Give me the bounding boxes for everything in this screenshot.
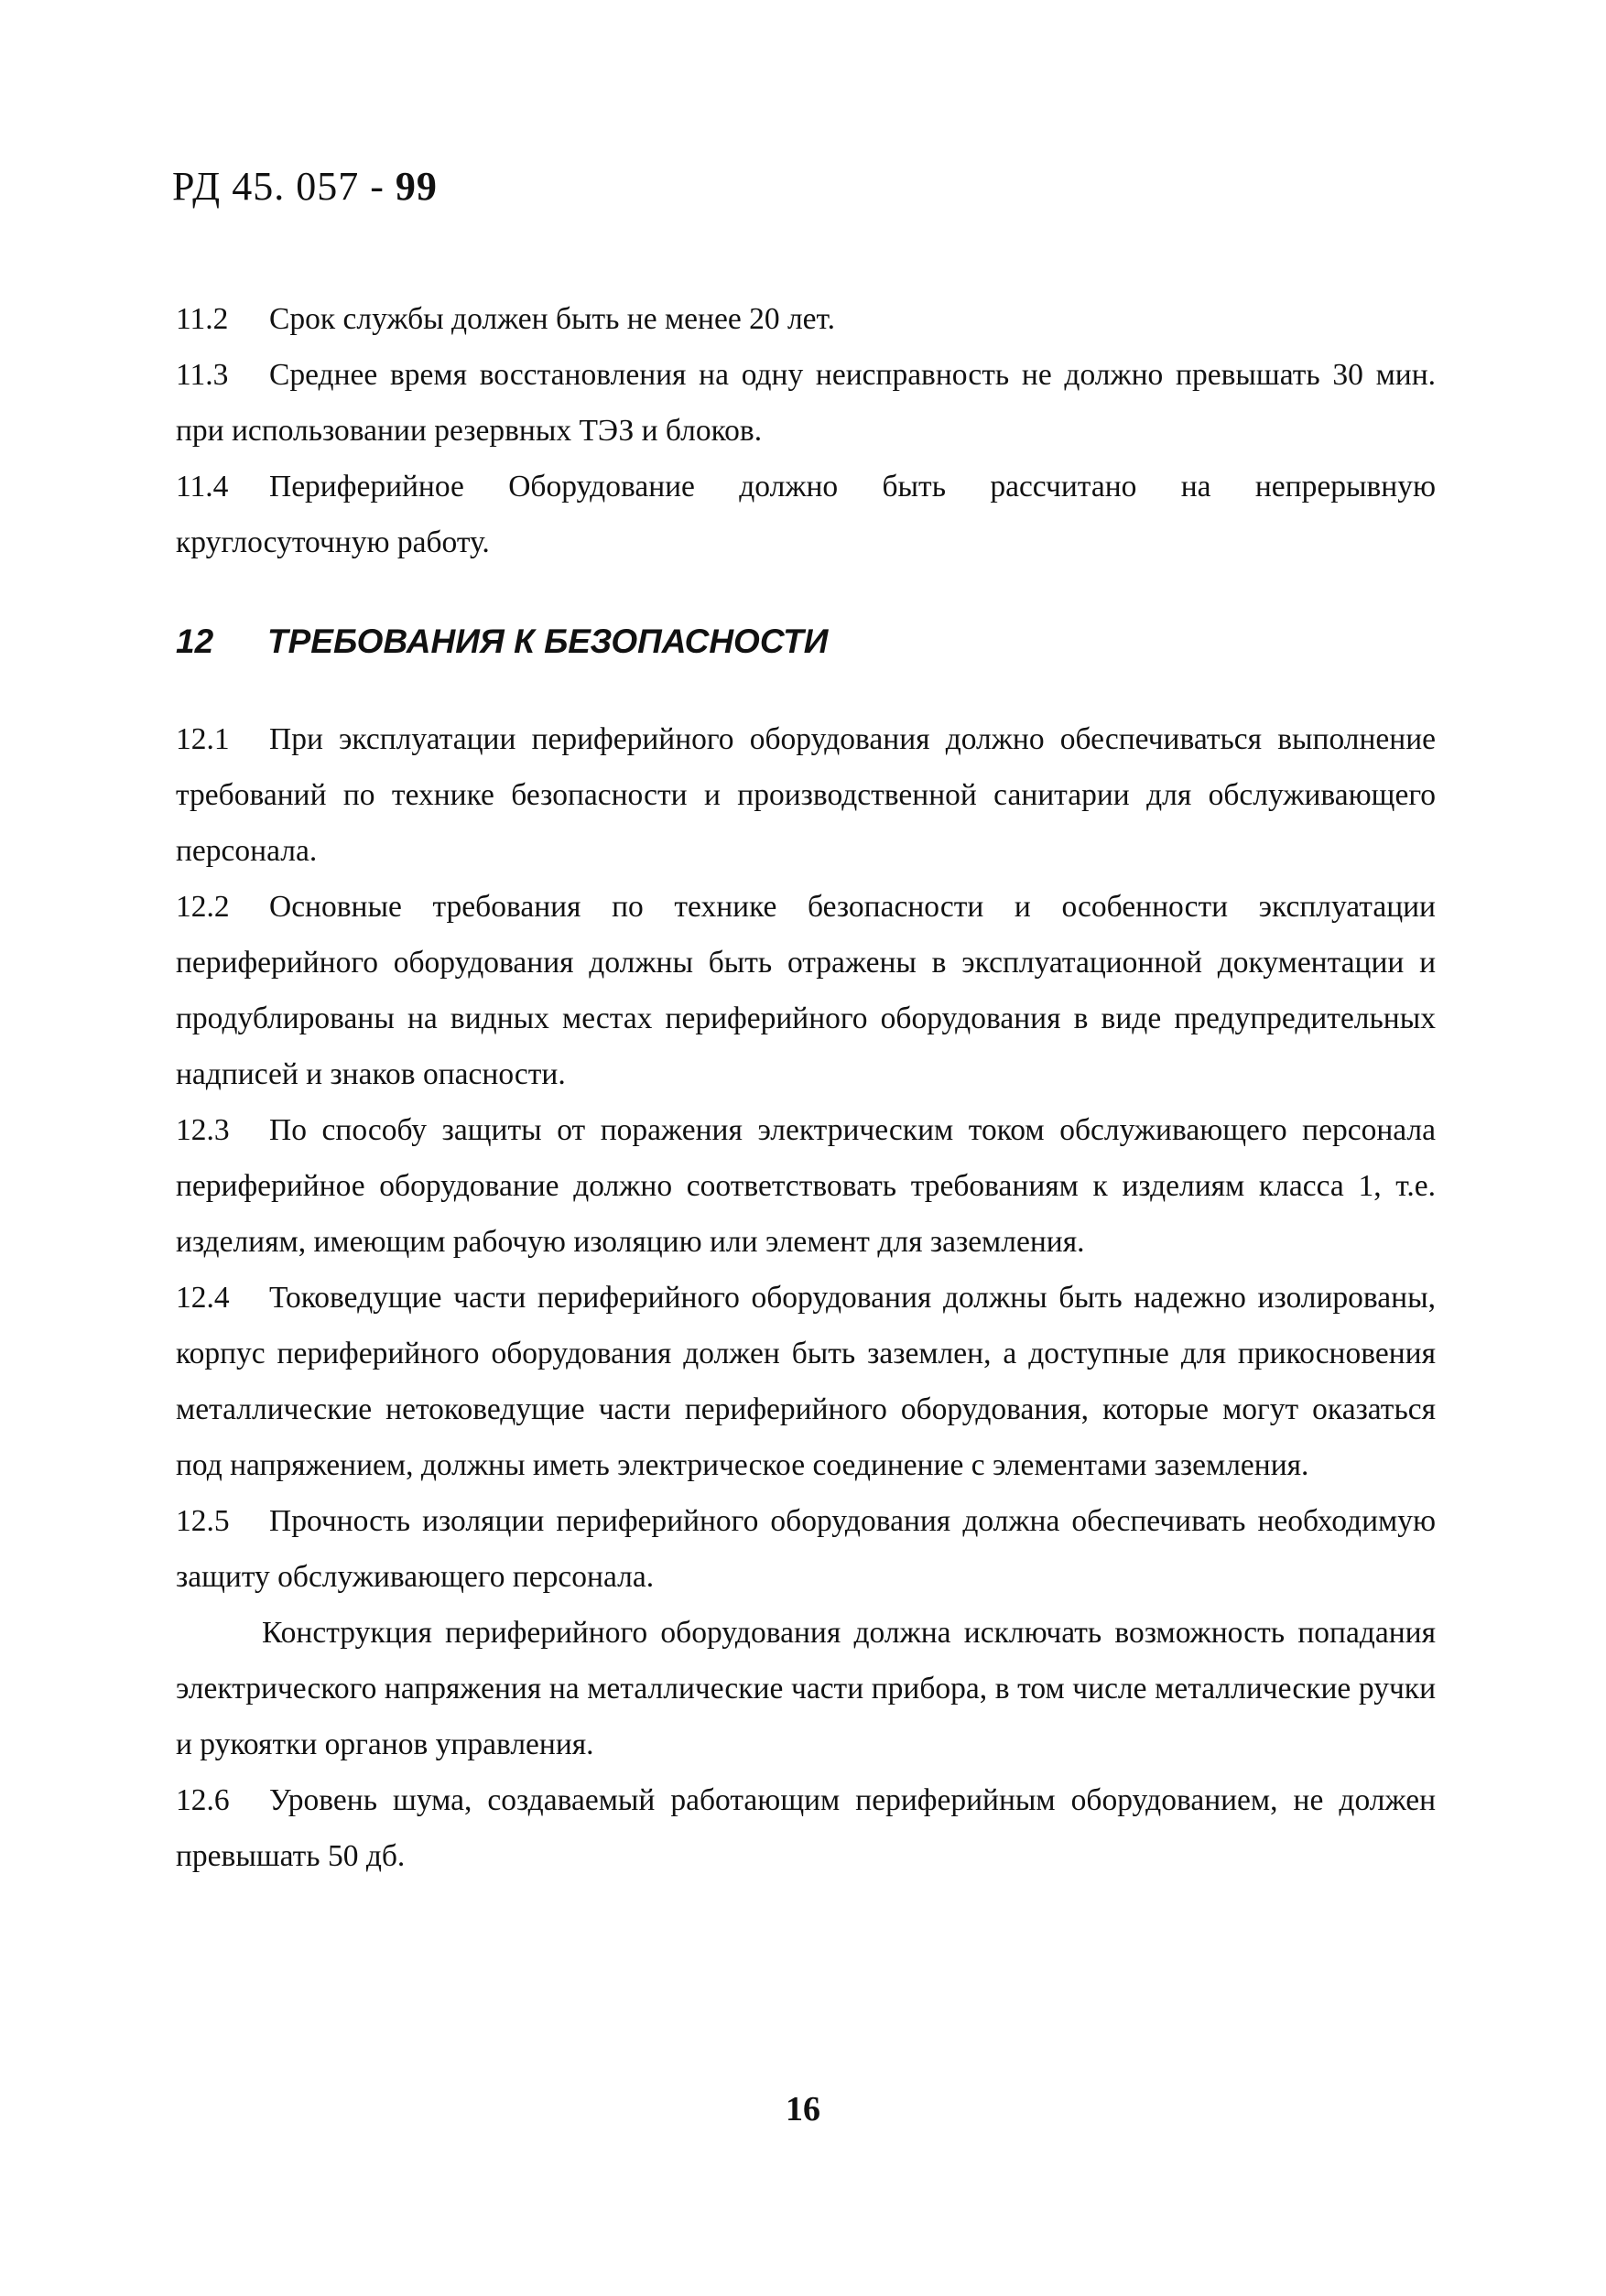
document-number: 45. 057 - (232, 164, 385, 209)
clause-11-2 (176, 291, 1436, 347)
clause-text: Основные требования по технике безопасности и особенности эксплуатации периферийного оборудования должны быть отражены в эксплуатационной документации и продублированы на видных местах периферийного оборудования в виде предупредительных надписей и знаков опасности. (176, 890, 1436, 1091)
clause-text: Токоведущие части периферийного оборудования должны быть надежно изолированы, корпус периферийного оборудования должен быть заземлен, а доступные для прикосновения металлические нетоковедущие части периферийного оборудования, которые могут оказаться под напряжением, должны иметь электрическое соединение с элементами заземления. (176, 1281, 1436, 1482)
section-number: 12 (176, 623, 214, 660)
clause-number: 11.3 (176, 358, 229, 392)
document-year: 99 (395, 164, 438, 209)
clause-text: Прочность изоляции периферийного оборудования должна обеспечивать необходимую защиту обслуживающего персонала. (176, 1504, 1436, 1594)
clause-number: 12.1 (176, 722, 230, 756)
clause-11-3 (176, 347, 1436, 459)
document-body (176, 291, 1436, 1884)
section-title: ТРЕБОВАНИЯ К БЕЗОПАСНОСТИ (267, 623, 829, 660)
clause-number: 12.3 (176, 1113, 230, 1147)
page-number: 16 (786, 2090, 820, 2128)
clause-text: Уровень шума, создаваемый работающим периферийным оборудованием, не должен превышать 50 дб. (176, 1783, 1436, 1873)
clause-12-2 (176, 879, 1436, 1102)
clause-text: Среднее время восстановления на одну неисправность не должно превышать 30 мин. при использовании резервных ТЭЗ и блоков. (176, 358, 1436, 448)
clause-text: Периферийное Оборудование должно быть рассчитано на непрерывную круглосуточную работу. (176, 470, 1436, 559)
clause-12-4 (176, 1270, 1436, 1493)
clause-number: 12.2 (176, 890, 230, 924)
document-prefix: РД (172, 164, 222, 209)
clause-text: Конструкция периферийного оборудования должна исключать возможность попадания электрического напряжения на металлические части прибора, в том числе металлические ручки и рукоятки органов управления. (176, 1616, 1436, 1761)
clause-12-3 (176, 1102, 1436, 1270)
clause-text: Срок службы должен быть не менее 20 лет. (269, 302, 836, 336)
section-heading (176, 620, 1436, 664)
clause-number: 12.6 (176, 1783, 230, 1817)
clause-number: 11.2 (176, 302, 229, 336)
document-code (172, 163, 438, 210)
clause-12-5 (176, 1493, 1436, 1605)
clause-number: 12.5 (176, 1504, 230, 1538)
clause-text: При эксплуатации периферийного оборудования должно обеспечиваться выполнение требований по технике безопасности и производственной санитарии для обслуживающего персонала. (176, 722, 1436, 868)
clause-text: По способу защиты от поражения электрическим током обслуживающего персонала периферийное оборудование должно соответствовать требованиям к изделиям класса 1, т.е. изделиям, имеющим рабочую изоляцию или элемент для заземления. (176, 1113, 1436, 1259)
clause-12-6 (176, 1772, 1436, 1884)
clause-11-4 (176, 459, 1436, 570)
clause-number: 12.4 (176, 1281, 230, 1315)
clause-12-1 (176, 711, 1436, 879)
clause-12-5-continuation (176, 1605, 1436, 1772)
clause-number: 11.4 (176, 470, 229, 504)
